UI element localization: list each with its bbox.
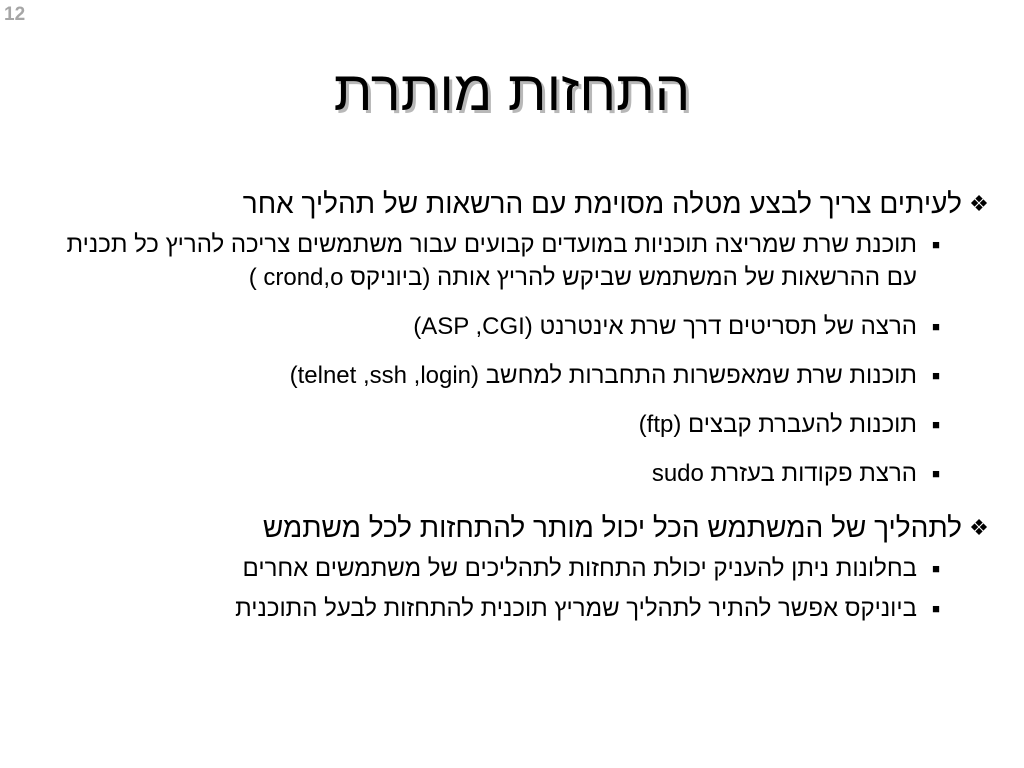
- level1-bullet: [42, 506, 992, 550]
- sub-bullet-text: הרצת פקודות בעזרת sudo: [651, 460, 917, 487]
- square-bullet-icon: ■: [932, 237, 940, 252]
- sub-bullet-text: בחלונות ניתן להעניק יכולת התחזות לתהליכים של משתמשים אחרים: [242, 555, 917, 582]
- sub-bullet-list: [42, 552, 992, 625]
- sub-bullet: [42, 228, 992, 294]
- sub-bullet: [42, 457, 992, 490]
- sub-bullet: [42, 310, 992, 343]
- sub-bullet: [42, 408, 992, 441]
- square-bullet-icon: ■: [932, 417, 940, 432]
- square-bullet-icon: ■: [932, 368, 940, 383]
- bullet-group-2: [42, 506, 992, 625]
- sub-bullet: [42, 552, 992, 585]
- sub-bullet-text: הרצה של תסריטים דרך שרת אינטרנט (ASP ,CGI): [413, 313, 917, 340]
- level1-bullet-text: לעיתים צריך לבצע מטלה מסוימת עם הרשאות של תהליך אחר: [242, 188, 962, 219]
- bullet-group-1: [42, 182, 992, 490]
- level1-bullet: [42, 182, 992, 226]
- diamond-bullet-icon: ❖: [969, 515, 989, 540]
- sub-bullet-text: תוכנת שרת שמריצה תוכניות במועדים קבועים עבור משתמשים צריכה להריץ כל תכנית עם ההרשאות של המשתמש שביקש להריץ אותה (ביוניקס crond,o ): [66, 231, 917, 291]
- sub-bullet: [42, 359, 992, 392]
- diamond-bullet-icon: ❖: [969, 191, 989, 216]
- sub-bullet-text: ביוניקס אפשר להתיר לתהליך שמריץ תוכנית להתחזות לבעל התוכנית: [235, 595, 917, 622]
- square-bullet-icon: ■: [932, 466, 940, 481]
- sub-bullet-text: תוכנות להעברת קבצים (ftp): [638, 411, 917, 438]
- square-bullet-icon: ■: [932, 561, 940, 576]
- square-bullet-icon: ■: [932, 601, 940, 616]
- sub-bullet-list: [42, 228, 992, 490]
- level1-bullet-text: לתהליך של המשתמש הכל יכול מותר להתחזות לכל משתמש: [262, 512, 962, 543]
- slide-title: התחזות מותרת: [333, 59, 691, 122]
- slide-content: [42, 182, 992, 632]
- slide-number: 12: [4, 4, 26, 25]
- sub-bullet: [42, 592, 992, 625]
- sub-bullet-text: תוכנות שרת שמאפשרות התחברות למחשב (telnet ,ssh ,login): [289, 362, 917, 389]
- square-bullet-icon: ■: [932, 319, 940, 334]
